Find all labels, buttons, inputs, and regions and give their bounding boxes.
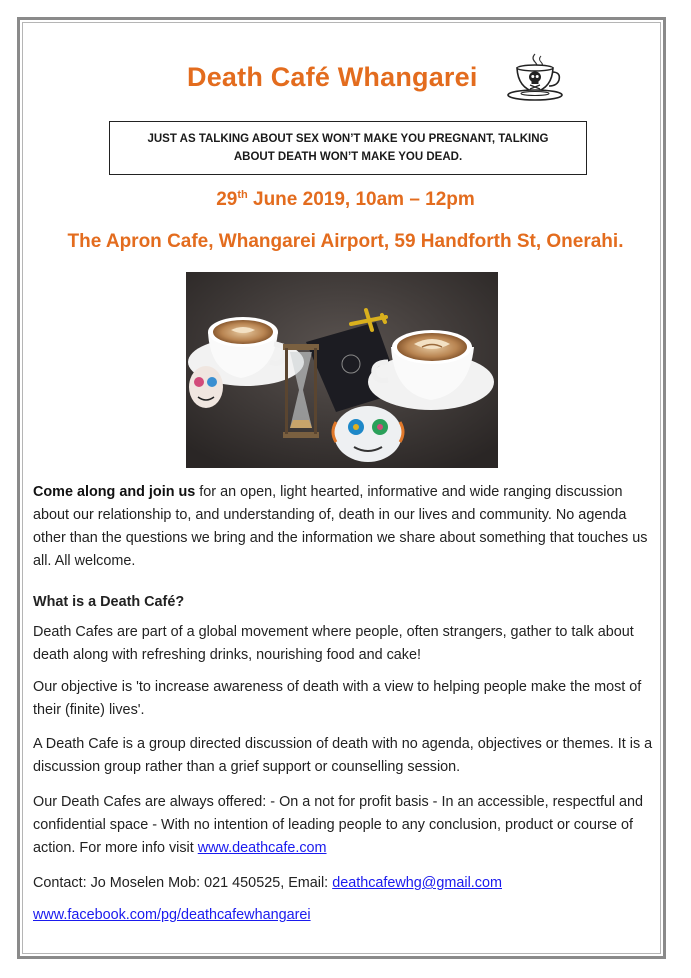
- paragraph-objective: Our objective is 'to increase awareness of death with a view to helping people make the most of their (finite) lives'.: [33, 679, 642, 718]
- event-date: [0, 189, 691, 211]
- coffee-cups-photo: [186, 272, 498, 468]
- paragraph-movement: Death Cafes are part of a global movement where people, often strangers, gather to talk about death along with refreshing drinks, nourishing food and cake!: [33, 624, 634, 663]
- title-row: [0, 52, 691, 112]
- intro-rest: for an open, light hearted, informative and wide ranging discussion about our relationship to, and understanding of, death in our lives and community. No agenda other than the questions we bring and the information we share about something that touches us all. All welcome.: [33, 484, 648, 569]
- website-link[interactable]: www.deathcafe.com: [197, 840, 327, 856]
- intro-bold: Come along and join us: [33, 484, 196, 500]
- offered-text: Our Death Cafes are always offered: - On a not for profit basis - In an accessible, respectful and confidential space - With no intention of leading people to any conclusion, product or course of action. For more info visit: [33, 794, 644, 856]
- facebook-link[interactable]: www.facebook.com/pg/deathcafewhangarei: [33, 907, 311, 923]
- flyer-title: Death Café Whangarei: [187, 62, 478, 92]
- date-day: 29: [216, 189, 238, 210]
- email-link[interactable]: deathcafewhg@gmail.com: [332, 875, 502, 891]
- quote-text: JUST AS TALKING ABOUT SEX WON’T MAKE YOU PREGNANT, TALKING ABOUT DEATH WON’T MAKE YOU DEAD.: [147, 133, 549, 163]
- contact-line: [33, 872, 653, 895]
- paragraph-definition: A Death Cafe is a group directed discussion of death with no agenda, objectives or themes. It is a discussion group rather than a grief support or counselling session.: [33, 736, 653, 775]
- contact-text: Contact: Jo Moselen Mob: 021 450525, Email:: [33, 875, 333, 891]
- date-rest: June 2019, 10am – 12pm: [247, 189, 475, 210]
- intro-paragraph: [33, 481, 653, 573]
- skull-teacup-icon: [505, 52, 565, 104]
- facebook-line: [33, 904, 653, 927]
- date-suffix: th: [237, 189, 248, 201]
- paragraph-offered: [33, 791, 653, 860]
- quote-box: [109, 121, 587, 175]
- event-location: The Apron Cafe, Whangarei Airport, 59 Handforth St, Onerahi.: [67, 231, 624, 252]
- what-heading: What is a Death Café?: [33, 594, 185, 610]
